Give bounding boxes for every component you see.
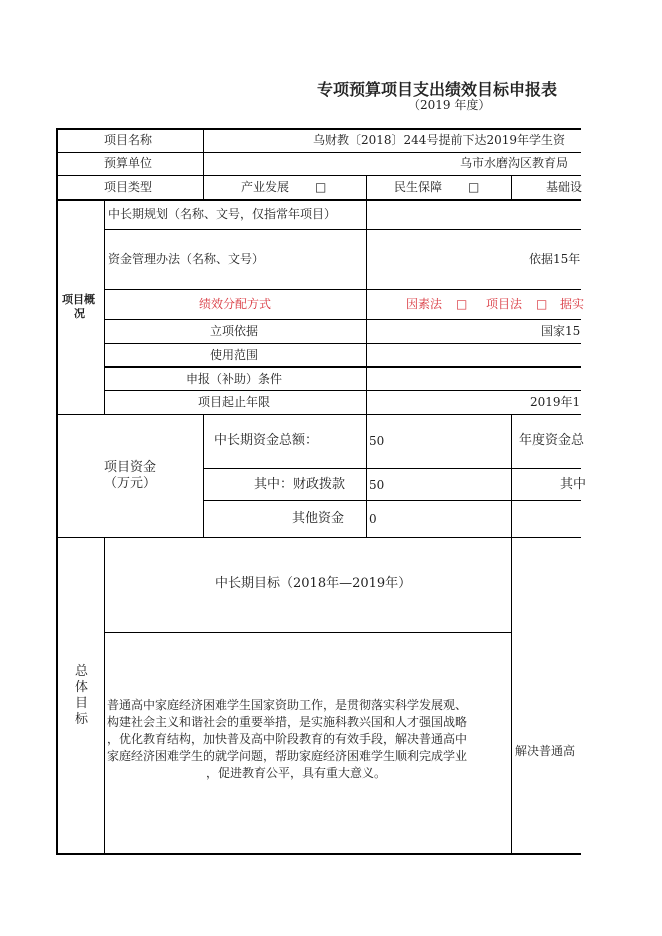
row-divider (56, 537, 581, 538)
mid-goal-text (107, 697, 507, 782)
perf-alloc-label: 绩效分配方式 (199, 297, 272, 311)
perf-alloc-factor: 因素法 (406, 297, 443, 311)
row-divider (104, 390, 581, 391)
row-divider (104, 632, 511, 633)
row-divider (203, 500, 581, 501)
page-title: 专项预算项目支出绩效目标申报表 (317, 80, 558, 99)
table-top-border (56, 128, 581, 130)
mid-total-value: 50 (369, 434, 385, 448)
apply-condition-label: 申报（补助）条件 (186, 372, 283, 386)
project-type-label: 项目类型 (104, 180, 153, 194)
perf-alloc-actual: 据实 (560, 297, 585, 311)
goals-section-char: 体 (75, 680, 89, 695)
row-divider (203, 468, 581, 469)
basis-value: 国家15 (541, 324, 581, 338)
fiscal-label: 其中：财政拨款 (254, 477, 346, 492)
mid-plan-label: 中长期规划（名称、文号，仅指常年项目） (108, 207, 337, 221)
scope-label: 使用范围 (210, 348, 259, 362)
budget-unit-label: 预算单位 (104, 156, 153, 170)
col-divider (203, 128, 204, 200)
table-bottom-border (56, 853, 581, 855)
overview-section-label-1: 项目概 (62, 293, 95, 306)
other-funds-label: 其他资金 (292, 511, 345, 526)
col-divider (104, 199, 105, 415)
project-name-value: 乌财教〔2018〕244号提前下达2019年学生资 (313, 133, 565, 147)
mid-goal-line: 普通高中家庭经济困难学生国家资助工作，是贯彻落实科学发展观、 (107, 698, 468, 712)
row-divider (56, 175, 581, 176)
row-divider (104, 343, 581, 344)
row-divider (104, 229, 581, 230)
goals-section-char: 标 (75, 712, 89, 727)
period-label: 项目起止年限 (198, 395, 271, 409)
goals-section-char: 目 (75, 696, 89, 711)
mid-goal-line: ，促进教育公平，具有重大意义。 (206, 766, 387, 780)
perf-alloc-project: 项目法 (486, 297, 523, 311)
col-divider (366, 199, 367, 415)
other-funds-value: 0 (369, 512, 377, 526)
col-divider (366, 175, 367, 200)
overview-section-label-2: 况 (74, 307, 85, 320)
col-divider (366, 414, 367, 537)
funds-section-label-1: 项目资金 (104, 460, 157, 475)
mid-goal-line: 家庭经济困难学生的就学问题，帮助家庭经济困难学生顺利完成学业 (107, 749, 468, 763)
fiscal-value: 50 (369, 478, 385, 492)
type-livelihood-checkbox[interactable]: □ (468, 180, 480, 194)
fund-mgmt-value: 依据15年 (529, 252, 581, 266)
col-divider (203, 414, 204, 537)
budget-unit-value: 乌市水磨沟区教育局 (460, 156, 569, 170)
row-divider (56, 199, 581, 201)
table-left-border (56, 128, 58, 854)
type-livelihood-label: 民生保障 (394, 180, 443, 194)
type-infra-label: 基础设 (546, 180, 583, 194)
fund-mgmt-label: 资金管理办法（名称、文号） (108, 252, 265, 266)
row-divider (104, 319, 581, 320)
project-name-label: 项目名称 (104, 133, 153, 147)
col-divider (104, 537, 105, 854)
perf-alloc-project-checkbox[interactable]: □ (536, 297, 548, 311)
annual-total-label: 年度资金总 (519, 433, 585, 448)
basis-label: 立项依据 (210, 324, 259, 338)
type-industry-checkbox[interactable]: □ (315, 180, 327, 194)
perf-alloc-factor-checkbox[interactable]: □ (456, 297, 468, 311)
mid-goal-line: 构建社会主义和谐社会的重要举措，是实施科教兴国和人才强国战略 (107, 715, 468, 729)
mid-total-label: 中长期资金总额： (214, 433, 319, 448)
col-divider (511, 414, 512, 537)
row-divider (104, 366, 581, 368)
annual-goal-text: 解决普通高 (515, 744, 576, 758)
row-divider (104, 289, 581, 290)
fiscal-right-label: 其中 (560, 477, 587, 492)
mid-goal-line: ，优化教育结构，加快普及高中阶段教育的有效手段，解决普通高中 (107, 732, 468, 746)
col-divider (511, 537, 512, 854)
col-divider (511, 175, 512, 200)
mid-goal-header: 中长期目标（2018年—2019年） (215, 576, 412, 591)
row-divider (56, 414, 581, 415)
period-value: 2019年1 (530, 395, 581, 409)
row-divider (56, 152, 581, 153)
page-subtitle: （2019 年度） (408, 98, 491, 112)
goals-section-char: 总 (75, 664, 89, 679)
type-industry-label: 产业发展 (241, 180, 290, 194)
funds-section-label-2: （万元） (104, 476, 157, 491)
